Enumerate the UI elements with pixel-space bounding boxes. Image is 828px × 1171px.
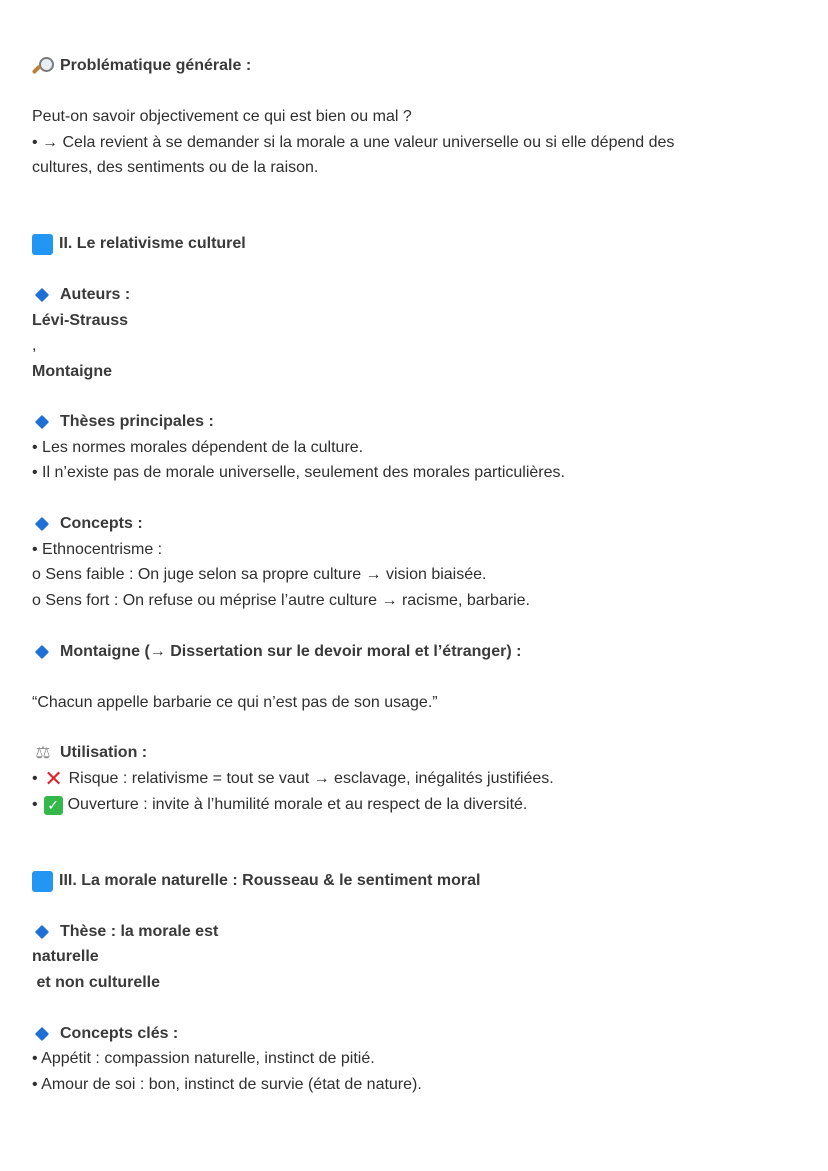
balance-scale-icon: ⚖ — [35, 743, 51, 762]
bullet: • — [32, 770, 38, 787]
problematique-heading: Problématique générale : — [60, 57, 252, 74]
utilisation-ouverture — [32, 792, 527, 818]
problematique-heading-row — [32, 53, 251, 79]
concept-amour-de-soi: • Amour de soi : bon, instinct de survie (état de nature). — [32, 1076, 422, 1093]
auteur-separator: , — [32, 337, 37, 354]
auteurs-heading-row — [32, 282, 130, 308]
these-1: • Les normes morales dépendent de la culture. — [32, 439, 364, 456]
concepts-heading: Concepts : — [60, 515, 143, 532]
montaigne-heading: Montaigne (→ Dissertation sur le devoir moral et l’étranger) : — [60, 643, 522, 660]
auteurs-heading: Auteurs : — [60, 286, 131, 303]
theses-heading: Thèses principales : — [60, 413, 214, 430]
utilisation-heading-row — [32, 740, 147, 766]
red-cross-icon: ✕ — [44, 766, 63, 791]
these-line-3: et non culturelle — [32, 974, 161, 991]
blue-square-icon — [32, 871, 53, 892]
these-heading: Thèse : la morale est — [60, 923, 219, 940]
magnifying-glass-icon — [32, 56, 54, 76]
section-3-title: III. La morale naturelle : Rousseau & le sentiment moral — [59, 872, 481, 889]
concept-sens-fort: o Sens fort : On refuse ou méprise l’autre culture → racisme, barbarie. — [32, 592, 530, 609]
ouverture-text: Ouverture : invite à l’humilité morale et au respect de la diversité. — [67, 796, 528, 813]
montaigne-heading-row — [32, 639, 521, 665]
blue-diamond-icon — [32, 516, 54, 532]
green-check-icon: ✓ — [44, 796, 63, 815]
montaigne-quote: “Chacun appelle barbarie ce qui n’est pas de son usage.” — [32, 694, 438, 711]
these-line-2: naturelle — [32, 948, 99, 965]
blue-diamond-icon — [32, 924, 54, 940]
bullet: • — [32, 796, 38, 813]
concept-ethnocentrisme: • Ethnocentrisme : — [32, 541, 163, 558]
blue-diamond-icon — [32, 1026, 54, 1042]
concepts-heading-row — [32, 511, 143, 537]
utilisation-heading: Utilisation : — [60, 744, 148, 761]
section-2-title: II. Le relativisme culturel — [59, 235, 246, 252]
auteur-montaigne: Montaigne — [32, 363, 112, 380]
section-2-title-row — [32, 231, 246, 257]
blue-square-icon — [32, 234, 53, 255]
these-2: • Il n’existe pas de morale universelle, seulement des morales particulières. — [32, 464, 565, 481]
concept-sens-faible: o Sens faible : On juge selon sa propre culture → vision biaisée. — [32, 566, 487, 583]
problematique-line-2: cultures, des sentiments ou de la raison. — [32, 159, 319, 176]
concept-appetit: • Appétit : compassion naturelle, instinct de pitié. — [32, 1050, 375, 1067]
problematique-question: Peut-on savoir objectivement ce qui est bien ou mal ? — [32, 108, 412, 125]
these-heading-row — [32, 919, 218, 945]
blue-diamond-icon — [32, 414, 54, 430]
utilisation-risque — [32, 766, 554, 792]
auteur-levi-strauss: Lévi-Strauss — [32, 312, 129, 329]
problematique-line-1: • → Cela revient à se demander si la morale a une valeur universelle ou si elle dépend des — [32, 134, 675, 151]
blue-diamond-icon — [32, 644, 54, 660]
concepts-cles-heading: Concepts clés : — [60, 1025, 179, 1042]
section-3-title-row — [32, 868, 480, 894]
theses-heading-row — [32, 409, 214, 435]
risque-text: Risque : relativisme = tout se vaut → esclavage, inégalités justifiées. — [68, 770, 554, 787]
concepts-cles-heading-row — [32, 1021, 178, 1047]
blue-diamond-icon — [32, 287, 54, 303]
